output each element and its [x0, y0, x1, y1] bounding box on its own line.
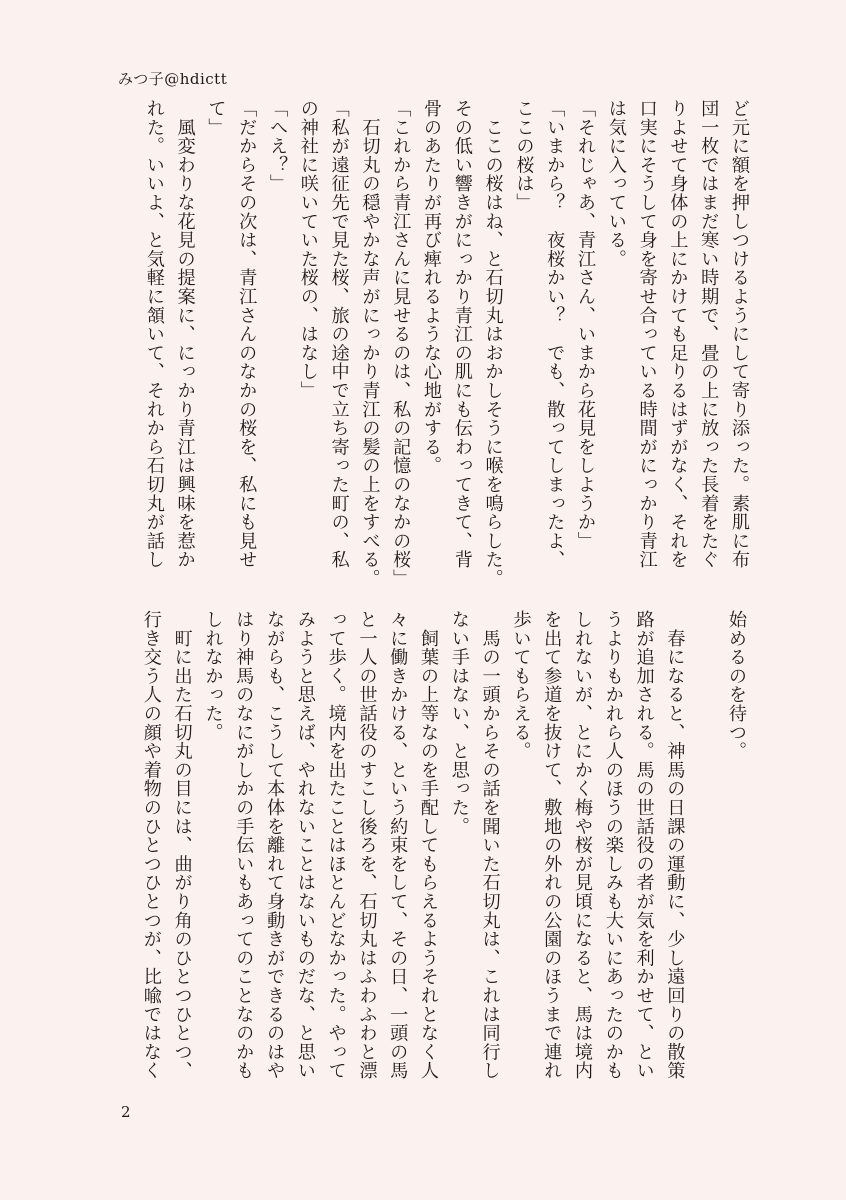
- text-column: 飼葉の上等なのを手配してもらえるようそれとなく人: [418, 610, 440, 1080]
- text-column: 「それじゃあ、青江さん、いまから花見をしようか」: [575, 99, 597, 551]
- text-column: は気に入っている。: [605, 99, 627, 269]
- text-column: 石切丸の穏やかな声がにっかり青江の髪の上をすべる。: [359, 99, 381, 588]
- text-column: しれなかった。: [202, 610, 224, 742]
- text-column: ながらも、こうして本体を離れて身動きができるのはや: [264, 610, 286, 1080]
- text-column: て」: [205, 99, 227, 137]
- text-column: れた。いいよ、と気軽に頷いて、それから石切丸が話し: [143, 99, 165, 569]
- text-column: 骨のあたりが再び痺れるような心地がする。: [421, 99, 443, 475]
- text-column: しれないが、とにかく梅や桜が見頃になると、馬は境内: [572, 610, 594, 1080]
- text-column: 風変わりな花見の提案に、にっかり青江は興味を惹か: [174, 99, 196, 569]
- text-column: 「これから青江さんに見せるのは、私の記憶のなかの桜」: [390, 99, 412, 588]
- lower-text-block: [107, 610, 846, 1100]
- text-column: ど元に額を押しつけるようにして寄り添った。素肌に布: [729, 99, 750, 569]
- text-column: 「いまから？ 夜桜かい？ でも、散ってしまったよ、: [544, 99, 566, 569]
- text-column: 路が追加される。馬の世話役の者が気を利かせて、とい: [633, 610, 655, 1080]
- text-column: りよせて身体の上にかけても足りるはずがなく、それを: [667, 99, 689, 569]
- text-column: 々に働きかける、という約束をして、その日、一頭の馬: [387, 610, 409, 1080]
- text-column: 団一枚ではまだ寒い時期で、畳の上に放った長着をたぐ: [698, 99, 720, 569]
- text-column: はり神馬のなにがしかの手伝いもあってのことなのかも: [233, 610, 255, 1080]
- text-column: ここの桜はね、と石切丸はおかしそうに喉を鳴らした。: [482, 99, 504, 588]
- text-column: 春になると、神馬の日課の運動に、少し遠回りの散策: [664, 610, 686, 1080]
- text-column: 「私が遠征先で見た桜、旅の途中で立ち寄った町の、私: [328, 99, 350, 569]
- author-header: みつ子@hdictt: [118, 70, 228, 88]
- blank-column: [689, 610, 720, 1100]
- text-column: 口実にそうして身を寄せ合っている時間がにっかり青江: [636, 99, 658, 569]
- text-column: ここの桜は」: [513, 99, 535, 212]
- page-number: 2: [121, 1103, 131, 1121]
- text-column: みようと思えば、やれないことはないものだな、と思い: [294, 610, 316, 1080]
- text-column: 行き交う人の顔や着物のひとつひとつが、比喩ではなく: [140, 610, 162, 1080]
- upper-text-block: [107, 99, 846, 589]
- text-column: 歩いてもらえる。: [510, 610, 532, 761]
- text-column: 町に出た石切丸の目には、曲がり角のひとつひとつ、: [171, 610, 193, 1080]
- text-column: ない手はない、と思った。: [448, 610, 470, 836]
- text-column: を出て参道を抜けて、敷地の外れの公園のほうまで連れ: [541, 610, 563, 1080]
- text-column: 「だからその次は、青江さんのなかの桜を、私にも見せ: [236, 99, 258, 569]
- text-column: うよりもかれら人のほうの楽しみも大いにあったのかも: [602, 610, 624, 1080]
- text-column: 「へえ？」: [267, 99, 289, 193]
- text-column: と一人の世話役のすこし後ろを、石切丸はふわふわと漂: [356, 610, 378, 1080]
- text-column: 馬の一頭からその話を聞いた石切丸は、これは同行し: [479, 610, 501, 1080]
- text-column: 始めるのを待つ。: [726, 610, 747, 761]
- text-column: って歩く。境内を出たことはほとんどなかった。やって: [325, 610, 347, 1080]
- text-column: その低い響きがにっかり青江の肌にも伝わってきて、背: [451, 99, 473, 569]
- text-column: の神社に咲いていた桜の、はなし」: [297, 99, 319, 400]
